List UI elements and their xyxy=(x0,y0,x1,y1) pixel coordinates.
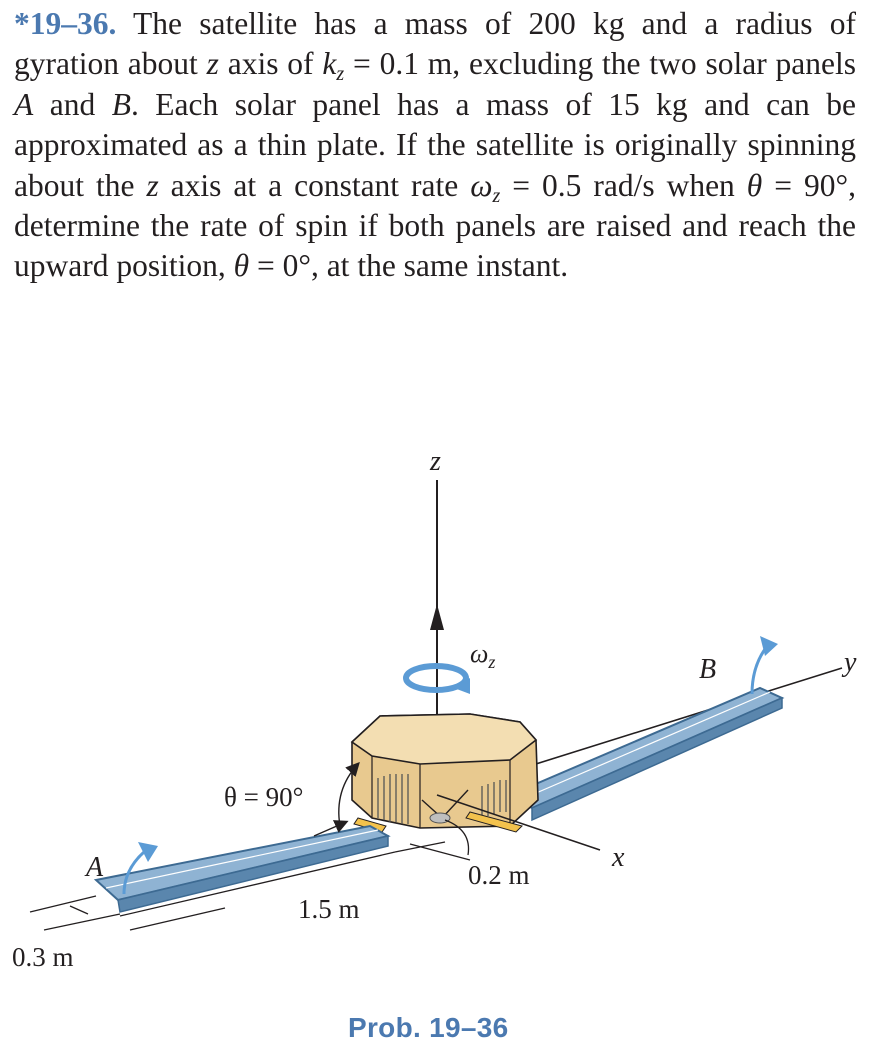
solar-panel-b xyxy=(510,688,782,820)
z-axis-arrowhead xyxy=(430,604,444,630)
y-axis-label: y xyxy=(844,647,857,678)
panel-b-label: B xyxy=(699,654,717,685)
omega-label: $\omega_z$ xyxy=(470,639,496,672)
dim-length-label: 1.5 m xyxy=(298,894,360,924)
dim-width-label: 0.3 m xyxy=(12,942,74,972)
z-axis-label: z xyxy=(430,446,441,477)
problem-number: *19–36. xyxy=(14,6,117,41)
dim-offset-label: 0.2 m xyxy=(468,860,530,890)
figure-caption: Prob. 19–36 xyxy=(348,1012,509,1043)
problem-statement: *19–36. The satellite has a mass of 200 kg and a radius of gyration about z axis of $k_z = 0.1$ m, excluding the two solar panels A and B. Each solar panel has a mass of 15 kg and can be approximated as a thin plate. If the satellite is originally spinning about the z axis at a constant rate $\omega_z = 0.5$ rad/s when θ = 90°, determine the rate of spin if both panels are raised and reach the upward position, θ = 0°, at the same instant. xyxy=(14,6,857,284)
theta-label: θ = 90° xyxy=(224,782,304,812)
panel-b-raise-arrow-icon xyxy=(752,636,778,694)
satellite-body xyxy=(352,714,538,832)
panel-a-label: A xyxy=(86,852,104,883)
x-axis-label: x xyxy=(612,842,625,873)
